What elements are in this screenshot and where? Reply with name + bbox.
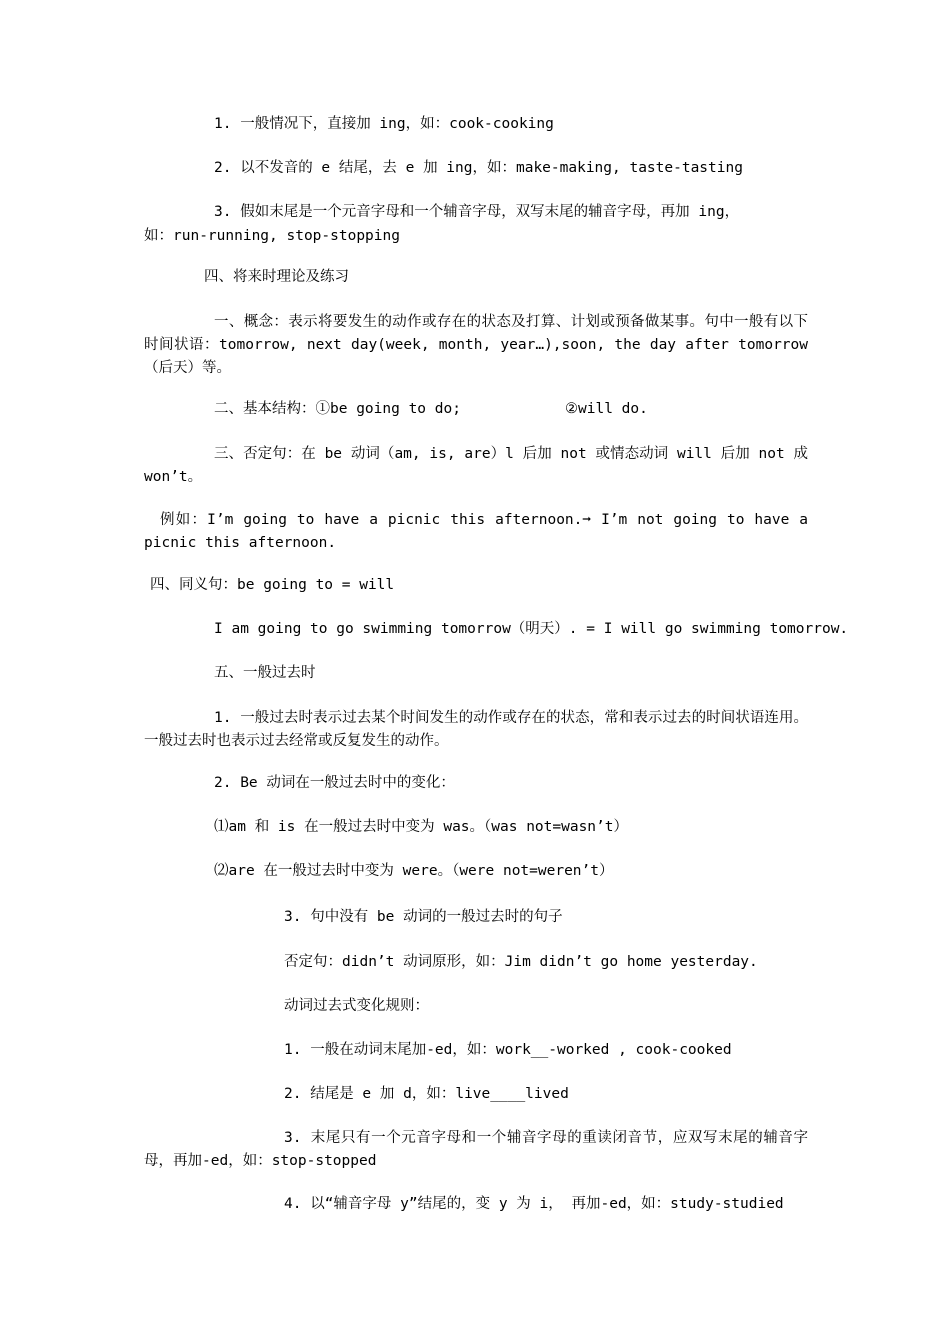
be-verb-were: ⑵are 在一般过去时中变为 were。（were not=weren’t）	[214, 863, 614, 879]
be-verb-change-heading: 2. Be 动词在一般过去时中的变化：	[214, 775, 455, 791]
future-concept-paragraph: 一、概念：表示将要发生的动作或存在的状态及打算、计划或预备做某事。句中一般有以下时间状语：tomorrow, next day(week, month, year…),soon, the day after tomorrow（后天）等。	[144, 314, 808, 376]
future-structure-1: 二、基本结构：①be going to do;	[214, 401, 461, 417]
be-verb-was: ⑴am 和 is 在一般过去时中变为 was。（was not=wasn’t）	[214, 819, 628, 835]
past-definition-paragraph: 1. 一般过去时表示过去某个时间发生的动作或存在的状态，常和表示过去的时间状语连用。一般过去时也表示过去经常或反复发生的动作。	[144, 710, 808, 749]
section-heading-past: 五、一般过去时	[214, 665, 316, 681]
future-example-paragraph: 例如：I’m going to have a picnic this afternoon.➞ I’m not going to have a picnic this afternoon.	[144, 512, 808, 551]
rule-ing-3-line1: 3. 假如末尾是一个元音字母和一个辅音字母，双写末尾的辅音字母，再加 ing，	[214, 204, 740, 220]
past-tense-rules-heading: 动词过去式变化规则：	[284, 998, 429, 1014]
synonym-heading: 四、同义句：be going to = will	[150, 577, 395, 593]
past-rule-2: 2. 结尾是 e 加 d，如：live____lived	[284, 1086, 569, 1102]
past-rule-1: 1. 一般在动词末尾加-ed，如：work__-worked , cook-cooked	[284, 1042, 732, 1058]
synonym-example: I am going to go swimming tomorrow（明天）. = I will go swimming tomorrow.	[214, 621, 849, 637]
negative-didnt-example: 否定句：didn’t 动词原形，如：Jim didn’t go home yesterday.	[284, 954, 758, 970]
no-be-verb-heading: 3. 句中没有 be 动词的一般过去时的句子	[284, 909, 563, 925]
future-negative-paragraph: 三、否定句：在 be 动词（am, is, are）l 后加 not 或情态动词 will 后加 not 成 won’t。	[144, 446, 808, 485]
past-rule-3: 3. 末尾只有一个元音字母和一个辅音字母的重读闭音节，应双写末尾的辅音字母，再加-ed，如：stop-stopped	[144, 1130, 808, 1169]
rule-ing-1: 1. 一般情况下，直接加 ing，如：cook-cooking	[214, 116, 554, 132]
rule-ing-2: 2. 以不发音的 e 结尾，去 e 加 ing，如：make-making, taste-tasting	[214, 160, 743, 176]
future-structure-2: ②will do.	[565, 401, 648, 417]
past-rule-4: 4. 以“辅音字母 y”结尾的，变 y 为 i， 再加-ed，如：study-studied	[284, 1196, 784, 1212]
section-heading-future: 四、将来时理论及练习	[204, 269, 349, 285]
rule-ing-3-line2: 如：run-running, stop-stopping	[144, 228, 400, 244]
